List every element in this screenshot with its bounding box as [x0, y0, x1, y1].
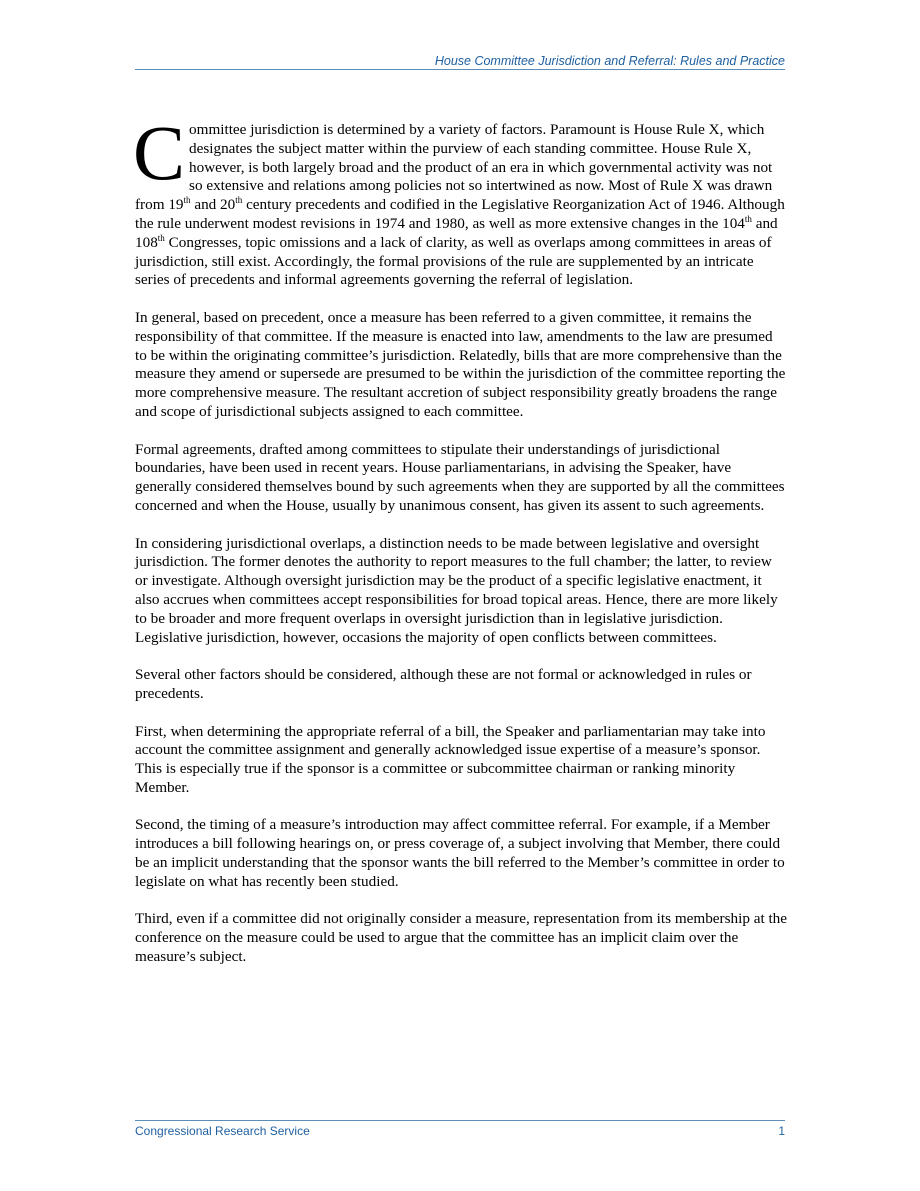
- header-title: House Committee Jurisdiction and Referral: Rules and Practice: [434, 54, 785, 68]
- page-number: 1: [778, 1124, 785, 1138]
- paragraph-2: In general, based on precedent, once a measure has been referred to a given committee, it remains the responsibility of that committee. If the measure is enacted into law, amendments to the law are presumed to be within the originating committee’s jurisdiction. Relatedly, bills that are more comprehensive than the measure they amend or supersede are presumed to be within the jurisdiction of the committee reporting the more comprehensive measure. The resultant accretion of subject responsibility greatly broadens the range and scope of jurisdictional subjects assigned to each committee.: [135, 308, 786, 420]
- paragraph-8: Third, even if a committee did not originally consider a measure, representation from its membership at the conference on the measure could be used to argue that the committee has an implicit claim over the measure’s subject.: [135, 910, 788, 966]
- p1-sup-2: th: [235, 195, 243, 206]
- p1-sup-1: th: [183, 195, 191, 206]
- p1-text-4: and 108: [135, 214, 778, 251]
- p1-text-1: ommittee jurisdiction is determined by a variety of factors. Paramount is House Rule X, which designates the subject matter within the purview of each standing committee. House Rule X, however, is both largely broad and the product of an era in which governmental activity was not so extensive and relations among policies not so intertwined as now. Most of Rule X was drawn from 19: [135, 121, 773, 214]
- paragraph-1: [133, 109, 788, 290]
- page-footer: [135, 1120, 785, 1138]
- p1-sup-3: th: [744, 213, 752, 224]
- paragraph-7: Second, the timing of a measure’s introduction may affect committee referral. For example, if a Member introduces a bill following hearings on, or press coverage of, a subject involving that Member, there could be an implicit understanding that the sponsor wants the bill referred to the Member’s committee in order to legislate on what has recently been studied.: [135, 816, 785, 890]
- p1-sup-4: th: [157, 232, 165, 243]
- paragraph-5: Several other factors should be considered, although these are not formal or acknowledged in rules or precedents.: [135, 666, 752, 702]
- p1-text-5: Congresses, topic omissions and a lack of clarity, as well as overlaps among committees in areas of jurisdiction, still exist. Accordingly, the formal provisions of the rule are supplemented by an intricate series of precedents and informal agreements governing the referral of legislation.: [135, 233, 772, 289]
- paragraph-4: In considering jurisdictional overlaps, a distinction needs to be made between legislative and oversight jurisdiction. The former denotes the authority to report measures to the full chamber; the latter, to review or investigate. Although oversight jurisdiction may be the product of a specific legislative enactment, it also accrues when committees accept responsibilities for broad topical areas. Hence, there are more likely to be broader and more frequent overlaps in oversight jurisdiction than in legislative jurisdiction. Legislative jurisdiction, however, occasions the majority of open conflicts between committees.: [135, 534, 778, 646]
- drop-cap: C: [133, 109, 186, 196]
- paragraph-6: First, when determining the appropriate referral of a bill, the Speaker and parliamentarian may take into account the committee assignment and generally acknowledged issue expertise of a measure’s sponsor. This is especially true if the sponsor is a committee or subcommittee chairman or ranking minority Member.: [135, 722, 766, 796]
- paragraph-3: Formal agreements, drafted among committees to stipulate their understandings of jurisdictional boundaries, have been used in recent years. House parliamentarians, in advising the Speaker, have generally considered themselves bound by such agreements when they are supported by all the committees concerned and when the House, usually by unanimous consent, has given its assent to such agreements.: [135, 440, 785, 514]
- footer-org: Congressional Research Service: [135, 1124, 310, 1138]
- p1-text-3: century precedents and codified in the Legislative Reorganization Act of 1946. Although the rule underwent modest revisions in 1974 and 1980, as well as more extensive changes in the 104: [135, 196, 785, 232]
- document-body: [133, 109, 788, 986]
- p1-text-2: and 20: [190, 196, 236, 214]
- running-header: [135, 54, 785, 70]
